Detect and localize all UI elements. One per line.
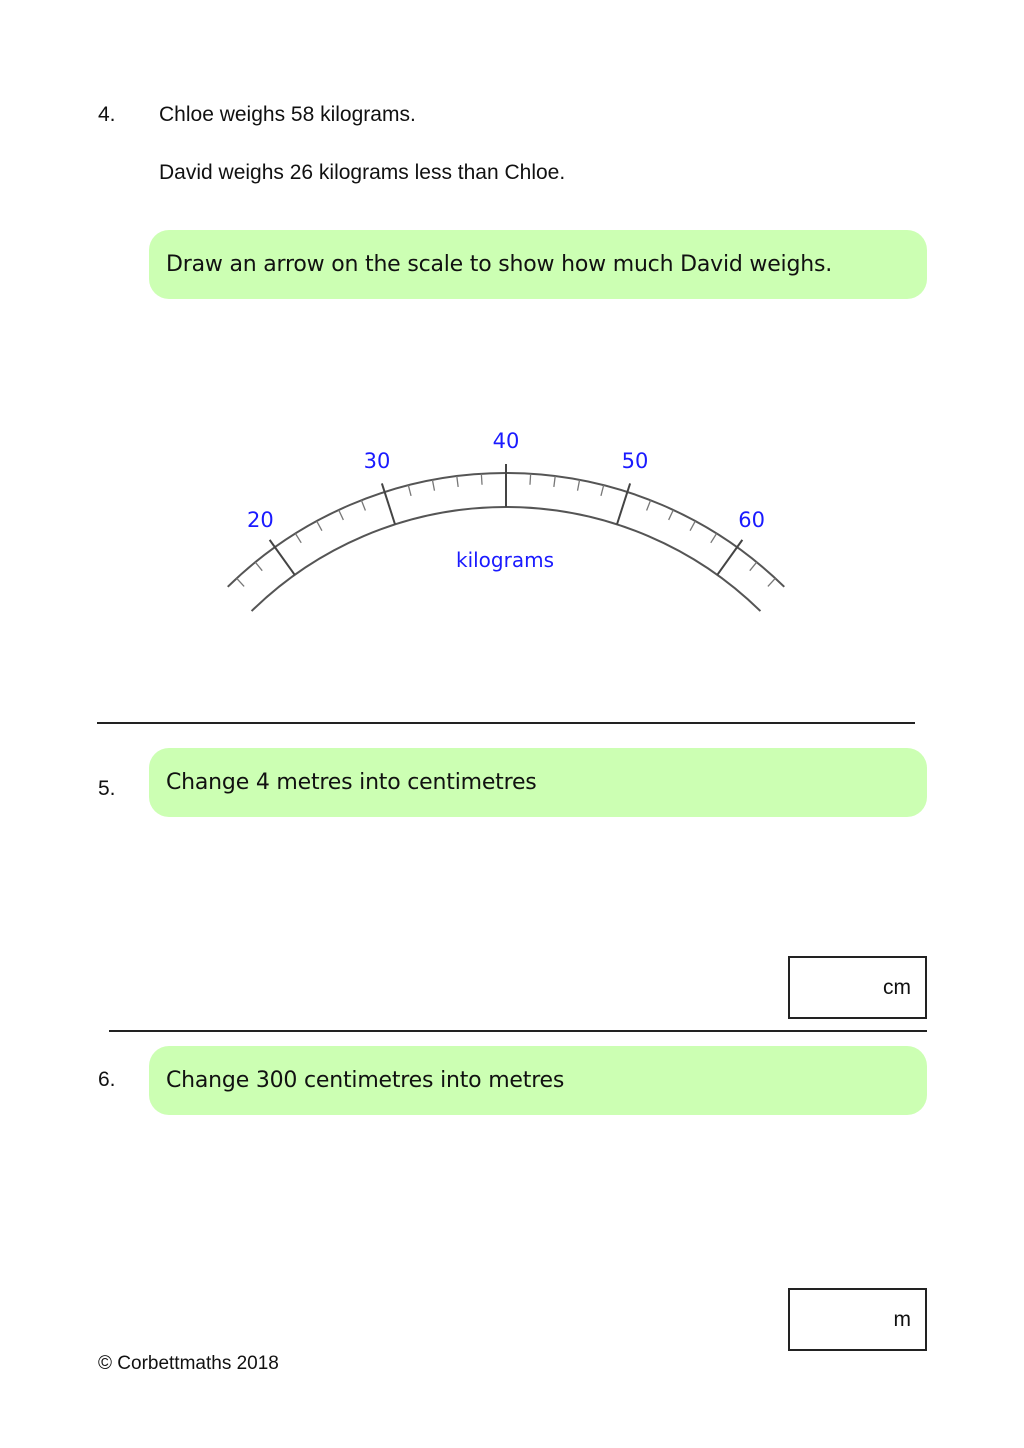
scale-label-20: 20 — [246, 507, 274, 532]
scale-label-30: 30 — [363, 449, 391, 474]
question-5-answer-box[interactable] — [788, 956, 927, 1019]
scale-minor-tick — [768, 578, 775, 586]
scale-label-60: 60 — [738, 507, 766, 532]
scale-unit-label: kilograms — [455, 548, 555, 572]
scale-minor-tick — [578, 480, 580, 491]
scale-minor-tick — [408, 485, 411, 496]
scale-minor-tick — [237, 578, 244, 586]
scale-label-40: 40 — [492, 429, 520, 453]
question-5-instruction-text: Change 4 metres into centimetres — [166, 770, 537, 795]
scale-minor-tick — [530, 474, 531, 485]
scale-minor-tick — [432, 480, 434, 491]
question-5-instruction — [149, 748, 927, 817]
scale-minor-tick — [554, 476, 555, 487]
question-6-instruction-text: Change 300 centimetres into metres — [166, 1068, 565, 1093]
question-4-line-2: David weighs 26 kilograms less than Chloe. — [159, 161, 566, 184]
question-4-number: 4. — [98, 103, 116, 126]
scale-major-tick — [717, 540, 742, 575]
question-4-instruction-text: Draw an arrow on the scale to show how much David weighs. — [166, 252, 833, 277]
divider-line-1 — [97, 722, 915, 724]
scale-minor-tick — [457, 476, 458, 487]
scale-minor-tick — [255, 562, 262, 571]
copyright-footer: © Corbettmaths 2018 — [98, 1353, 279, 1374]
scale-minor-tick — [481, 474, 482, 485]
scale-minor-tick — [711, 533, 717, 542]
scale-minor-tick — [669, 510, 674, 520]
scale-minor-tick — [317, 521, 322, 531]
scale-major-tick — [270, 540, 295, 575]
weighing-scale[interactable] — [0, 0, 1024, 700]
question-4-line-1: Chloe weighs 58 kilograms. — [159, 103, 416, 126]
scale-minor-tick — [361, 500, 365, 510]
question-6-answer-unit: m — [893, 1308, 911, 1331]
scale-minor-tick — [295, 533, 301, 542]
divider-line-2 — [109, 1030, 927, 1032]
question-5-number: 5. — [98, 777, 116, 800]
scale-label-50: 50 — [621, 449, 649, 474]
scale-minor-tick — [750, 562, 757, 571]
question-6-answer-box[interactable] — [788, 1288, 927, 1351]
question-6-instruction — [149, 1046, 927, 1115]
scale-minor-tick — [601, 485, 604, 496]
question-6-number: 6. — [98, 1068, 116, 1091]
scale-minor-tick — [647, 500, 651, 510]
scale-minor-tick — [690, 521, 695, 531]
scale-minor-tick — [339, 510, 344, 520]
question-5-answer-unit: cm — [883, 976, 911, 999]
